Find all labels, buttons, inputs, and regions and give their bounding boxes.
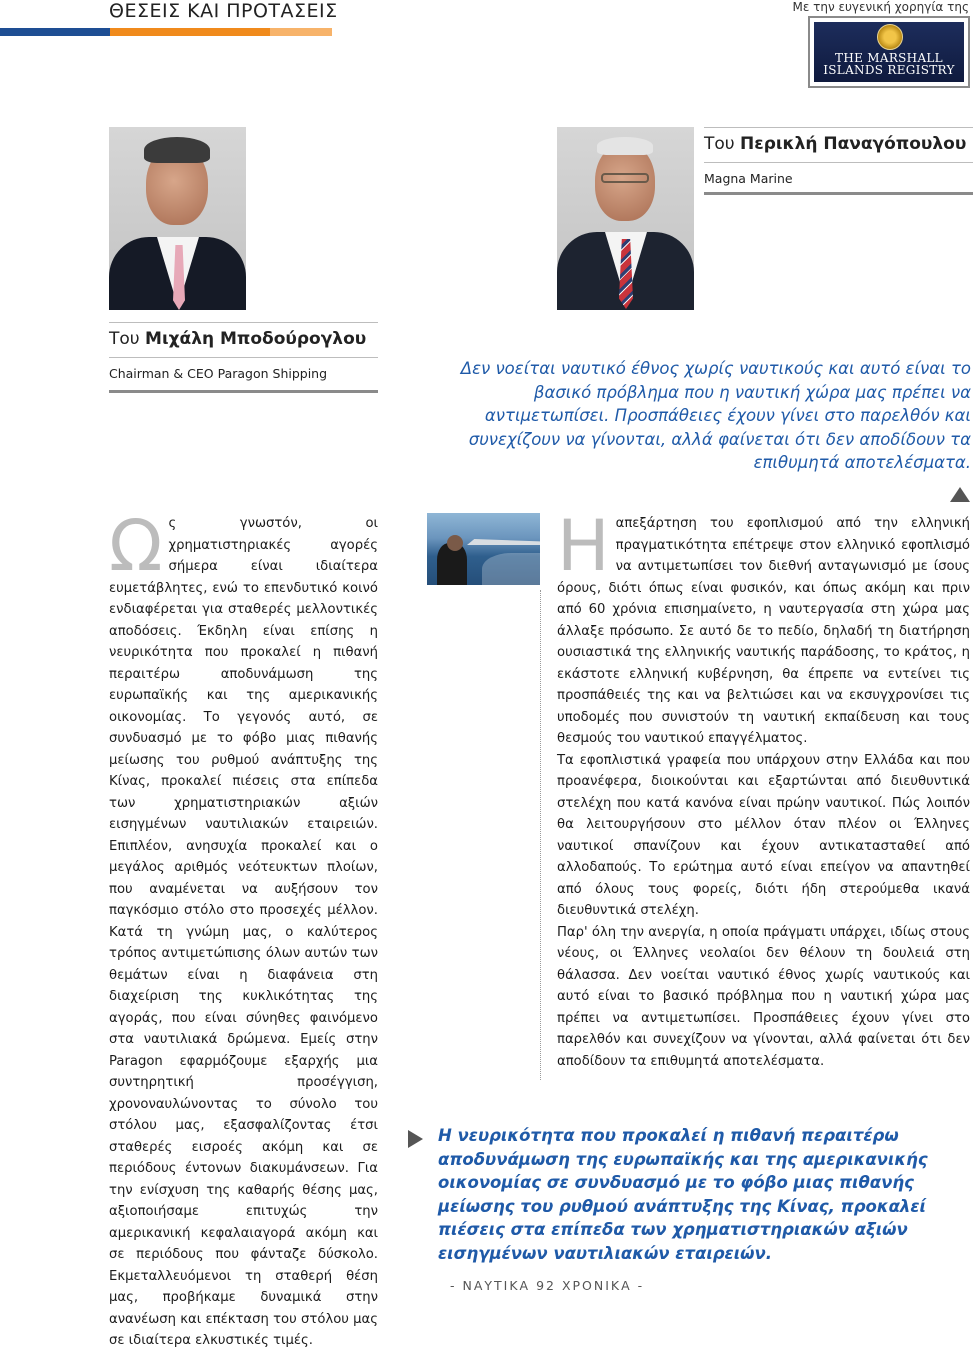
header-bar-light-orange — [270, 28, 332, 36]
byline-right: Του Περικλή Παναγόπουλου — [704, 134, 967, 154]
article-right-paragraph-3: Παρ' όλη την ανεργία, η οποία πράγματι υπάρχει, ιδίως στους νέους, οι Έλληνες νεολαίοι δεν θέλουν τη δουλειά στη θάλασσα. Δεν νοείται ναυτικό έθνος χωρίς ναυτικούς και αυτό είναι το βασικό πρόβλημα που η ναυτική χώρα μας πρέπει να αντιμετωπίσει. Προσπάθειες έχουν γίνει στο παρελθόν και συνεχίζουν να γίνονται, αλλά φαίνεται ότι δεν αποδίδουν τα επιθυμητά αποτελέσματα. — [557, 924, 970, 1069]
article-left-text: ς γνωστόν, οι χρηματιστηριακές αγορές σήμερα είναι ιδιαίτερα ευμετάβλητες, ενώ το επενδυτικό κοινό ενδιαφέρεται για σταθερές μελλοντικές αποδόσεις. Έκδηλη είναι επίσης η νευρικότητα που προκαλεί η πιθανή περαιτέρω αποδυνάμωση της ευρωπαϊκής και της αμερικανικής οικονομίας. Το γεγονός αυτό, σε συνδυασμό με το φόβο μιας πιθανής μείωσης του ρυθμού ανάπτυξης της Κίνας, προκαλεί πιέσεις στα επίπεδα των χρηματιστηριακών αξιών εισηγμένων ναυτιλιακών εταιρειών. Επιπλέον, ανησυχία προκαλεί και ο μεγάλος αριθμός νεότευκτων πλοίων, που αναμένεται να αυξήσουν τον παγκόσμιο στόλο στο προσεχές μέλλον. Κατά τη γνώμη μας, ο καλύτερος τρόπος αντιμετώπισης όλων αυτών των θεμάτων είναι η διαφάνεια στη διαχείριση της κυκλικότητας της αγοράς, που είναι σύνηθες φαινόμενο στα ναυτιλιακά δρώμενα. Εμείς στην Paragon εφαρμόζουμε εξαρχής μια συντηρητική προσέγγιση, χρονοναυλώνοντας το σύνολο του στόλου μας, εξασφαλίζοντας έτσι σταθερές εισροές ακόμη και σε περιόδους έντονων διακυμάνσεων. Για την ενίσχυση της καθαρής θέσης μας, αξιοποιήσαμε επιτυχώς την αμερικανική κεφαλαιαγορά ακόμη και σε περιόδους που φάνταζε δύσκολο. Εκμεταλλευόμενοι τη σταθερή θέση μας, προβήκαμε δυναμικά στην ανανέωση και επέκταση του στόλου μας σε ιδιαίτερα ελκυστικές τιμές. — [109, 516, 378, 1348]
byline-left-role: Chairman & CEO Paragon Shipping — [109, 366, 328, 381]
author-photo-right — [557, 127, 694, 310]
dropcap-right: Η — [557, 505, 610, 587]
article-right-paragraph-2: Τα εφοπλιστικά γραφεία που υπάρχουν στην Ελλάδα και που προανέφερα, διοικούνται και εξαρτώνται από διευθυντικά στελέχη που κατά κανόνα είναι πρώην ναυτικοί. Πώς λοιπόν θα λειτουργήσουν στο μέλλον όταν πλέον οι Έλληνες ναυτικοί σπανίζουν και έχουν αντικατασταθεί από αλλοδαπούς. Το ερώτημα αυτό είναι επείγον να απαντηθεί από όλους τους φορείς, διότι ήδη στερούμεθα ικανά διευθυντικά στελέχη. — [557, 752, 970, 918]
article-right-paragraph-1: απεξάρτηση του εφοπλισμού από την ελληνική πραγματικότητα επέτρεψε στον ελληνικό εφοπλισμό να αντιμετωπίσει τον διεθνή ανταγωνισμό με ίσους όρους, διότι όπως είναι φυσικόν, και όπως ακόμη και πριν από 60 χρόνια επισημαίνετο, η ναυτεργασία στη χώρα μας άλλαξε πρόσωπο. Σε αυτό δε το πεδίο, δηλαδή τη διατήρηση ουσιαστικά της ελληνικής ναυτικής παράδοσης, το κράτος, η εκάστοτε ελληνική κυβέρνηση, θα έπρεπε να εντείνει τις προσπάθειές της και να βελτιώσει και να εκσυγχρονίσει τις υποδομές που συνιστούν τη ναυτική εκπαίδευση και τους θεσμούς του ναυτικού επαγγέλματος. — [557, 516, 970, 746]
byline-right-rule-bottom — [704, 192, 973, 195]
pullquote-bottom: Η νευρικότητα που προκαλεί η πιθανή περαιτέρω αποδυνάμωση της ευρωπαϊκής και της αμερικανικής οικονομίας σε συνδυασμό με το φόβο μιας πιθανής μείωσης του ρυθμού ανάπτυξης της Κίνας, προκαλεί πιέσεις στα επίπεδα των χρηματιστηριακών αξιών εισηγμένων ναυτιλιακών εταιρειών. — [438, 1126, 928, 1263]
triangle-up-icon — [950, 487, 970, 502]
byline-right-rule-mid — [704, 162, 973, 163]
header-bar-orange — [110, 28, 270, 36]
header-bar-blue — [0, 28, 110, 36]
dropcap-left: Ω — [109, 505, 163, 587]
page-footer: - ΝΑΥΤΙΚΑ 92 ΧΡΟΝΙΚΑ - — [450, 1278, 645, 1293]
column-divider — [540, 590, 541, 1080]
byline-left-rule-bottom — [109, 390, 378, 393]
byline-left: Του Μιχάλη Μποδούρογλου — [109, 329, 367, 349]
author-photo-left — [109, 127, 246, 310]
section-title: ΘΕΣΕΙΣ ΚΑΙ ΠΡΟΤΑΣΕΙΣ — [109, 0, 338, 22]
article-left — [109, 505, 378, 1352]
pullquote-top: Δεν νοείται ναυτικό έθνος χωρίς ναυτικούς και αυτό είναι το βασικό πρόβλημα που η ναυτική χώρα μας πρέπει να αντιμετωπίσει. Προσπάθειες έχουν γίνει στο παρελθόν και συνεχίζουν να γίνονται, αλλά φαίνεται ότι δεν αποδίδουν τα επιθυμητά αποτελέσματα. — [460, 359, 971, 472]
logo-text: THE MARSHALL ISLANDS REGISTRY — [823, 51, 955, 77]
byline-left-rule-mid — [109, 357, 378, 358]
article-right — [557, 505, 970, 1072]
registry-seal-icon — [877, 24, 903, 50]
byline-right-role: Magna Marine — [704, 171, 793, 186]
sponsor-text: Με την ευγενική χορηγία της — [792, 0, 969, 14]
triangle-right-icon — [408, 1130, 423, 1148]
ship-photo — [427, 513, 540, 585]
byline-left-rule-top — [109, 322, 378, 323]
marshall-islands-registry-logo — [808, 16, 970, 88]
byline-right-rule-top — [704, 127, 973, 128]
